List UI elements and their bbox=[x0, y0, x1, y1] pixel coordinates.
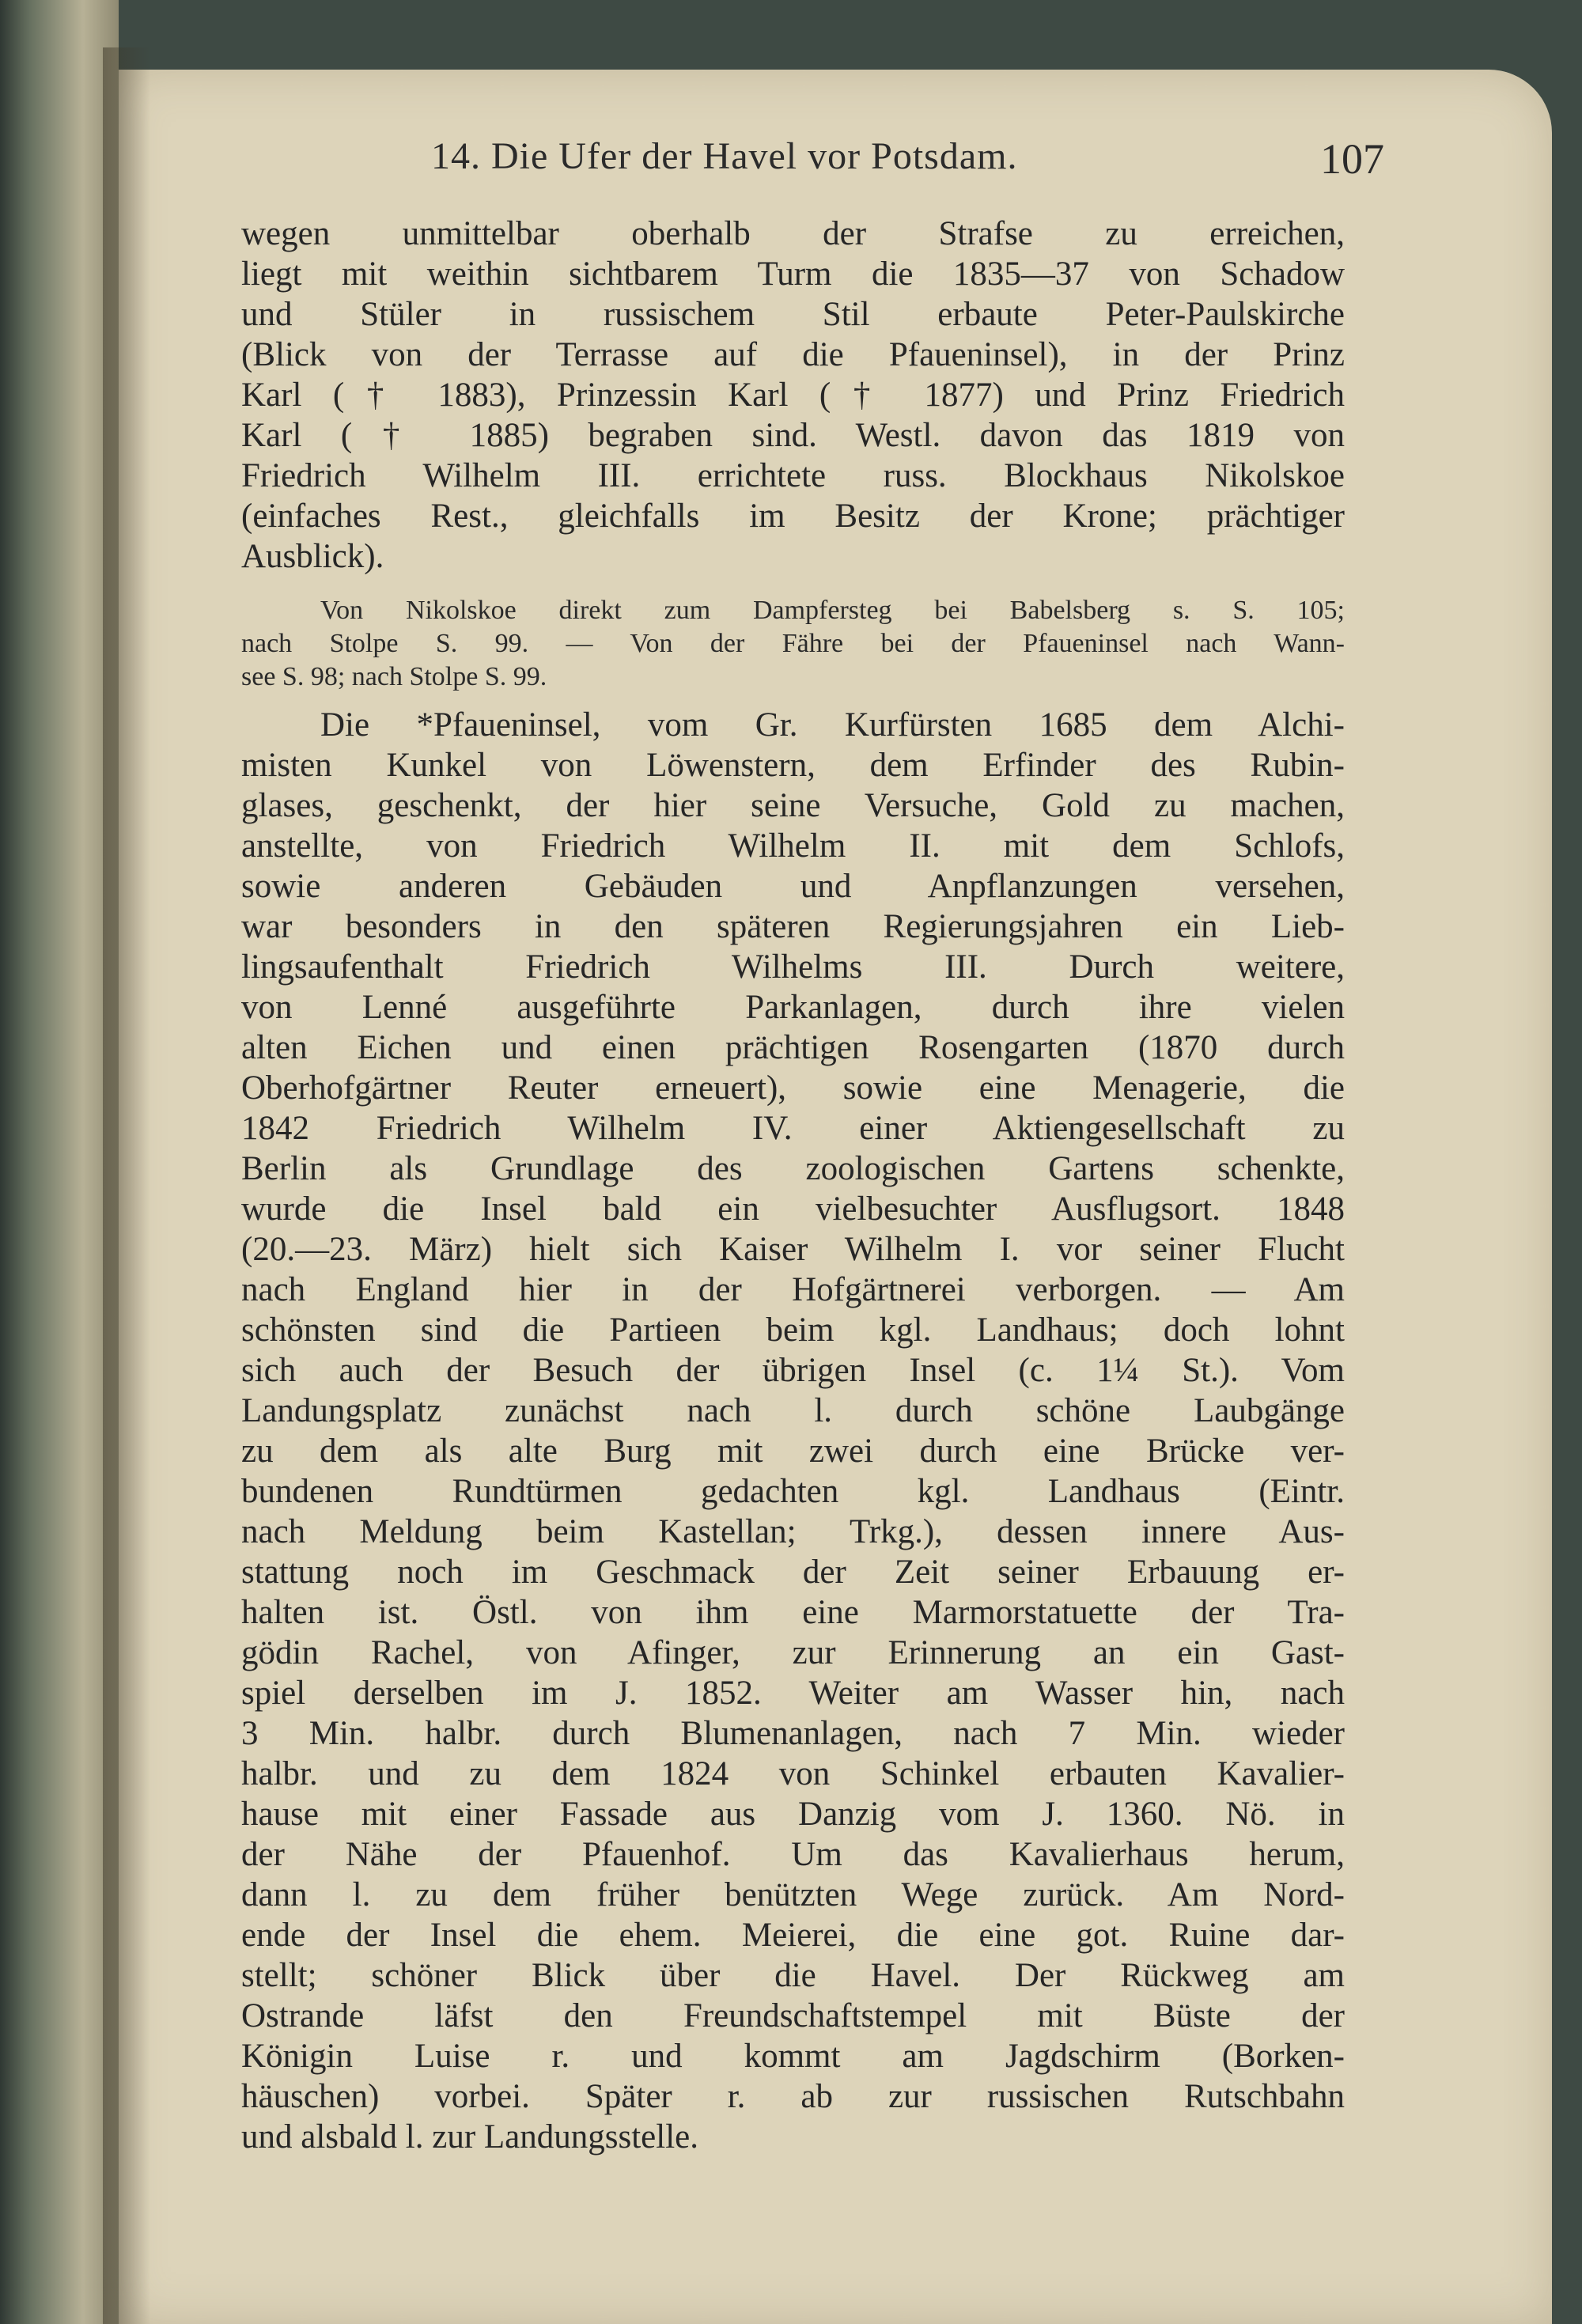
text-line: Die *Pfaueninsel, vom Gr. Kurfürsten 1685 dem Alchi- bbox=[320, 706, 1345, 744]
travel-note bbox=[241, 594, 1345, 694]
text-line: 1842 Friedrich Wilhelm IV. einer Aktiengesellschaft zu bbox=[241, 1110, 1345, 1147]
text-line: nach England hier in der Hofgärtnerei verborgen. — Am bbox=[241, 1271, 1345, 1308]
text-line: nach Meldung beim Kastellan; Trkg.), dessen innere Aus- bbox=[241, 1513, 1345, 1550]
text-line: Friedrich Wilhelm III. errichtete russ. Blockhaus Nikolskoe bbox=[241, 457, 1345, 494]
text-line: sich auch der Besuch der übrigen Insel (c. 1¼ St.). Vom bbox=[241, 1352, 1345, 1389]
text-line: (Blick von der Terrasse auf die Pfaueninsel), in der Prinz bbox=[241, 336, 1345, 373]
text-line: dann l. zu dem früher benützten Wege zurück. Am Nord- bbox=[241, 1876, 1345, 1913]
paragraph-nikolskoe bbox=[241, 214, 1345, 577]
text-line: häuschen) vorbei. Später r. ab zur russischen Rutschbahn bbox=[241, 2078, 1345, 2115]
text-line: Karl († 1885) begraben sind. Westl. davon das 1819 von bbox=[241, 417, 1345, 454]
text-line: bundenen Rundtürmen gedachten kgl. Landhaus (Eintr. bbox=[241, 1473, 1345, 1510]
text-line: Landungsplatz zunächst nach l. durch schöne Laubgänge bbox=[241, 1392, 1345, 1429]
text-line: Ausblick). bbox=[241, 538, 384, 575]
text-line: gödin Rachel, von Afinger, zur Erinnerung an ein Gast- bbox=[241, 1634, 1345, 1671]
text-line: nach Stolpe S. 99. — Von der Fähre bei der Pfaueninsel nach Wann- bbox=[241, 629, 1345, 658]
text-line: (einfaches Rest., gleichfalls im Besitz der Krone; prächtiger bbox=[241, 498, 1345, 535]
text-line: zu dem als alte Burg mit zwei durch eine Brücke ver- bbox=[241, 1433, 1345, 1470]
text-line: sowie anderen Gebäuden und Anpflanzungen versehen, bbox=[241, 868, 1345, 905]
text-line: Karl († 1883), Prinzessin Karl († 1877) und Prinz Friedrich bbox=[241, 377, 1345, 414]
text-line: lingsaufenthalt Friedrich Wilhelms III. Durch weitere, bbox=[241, 948, 1345, 986]
text-line: Berlin als Grundlage des zoologischen Gartens schenkte, bbox=[241, 1150, 1345, 1187]
text-line: der Nähe der Pfauenhof. Um das Kavalierhaus herum, bbox=[241, 1836, 1345, 1873]
text-line: liegt mit weithin sichtbarem Turm die 1835—37 von Schadow bbox=[241, 255, 1345, 293]
text-line: Ostrande läfst den Freundschaftstempel mit Büste der bbox=[241, 1997, 1345, 2034]
running-title: 14. Die Ufer der Havel vor Potsdam. bbox=[431, 135, 1018, 177]
page-number: 107 bbox=[1320, 135, 1384, 183]
text-line: anstellte, von Friedrich Wilhelm II. mit dem Schlofs, bbox=[241, 827, 1345, 865]
text-line: wegen unmittelbar oberhalb der Strafse zu erreichen, bbox=[241, 215, 1345, 252]
text-line: wurde die Insel bald ein vielbesuchter Ausflugsort. 1848 bbox=[241, 1190, 1345, 1228]
text-line: halten ist. Östl. von ihm eine Marmorstatuette der Tra- bbox=[241, 1594, 1345, 1631]
text-line: und Stüler in russischem Stil erbaute Peter-Paulskirche bbox=[241, 296, 1345, 333]
text-line: alten Eichen und einen prächtigen Rosengarten (1870 durch bbox=[241, 1029, 1345, 1066]
text-line: stellt; schöner Blick über die Havel. Der Rückweg am bbox=[241, 1957, 1345, 1994]
text-line: (20.—23. März) hielt sich Kaiser Wilhelm I. vor seiner Flucht bbox=[241, 1231, 1345, 1268]
text-line: spiel derselben im J. 1852. Weiter am Wasser hin, nach bbox=[241, 1675, 1345, 1712]
text-line: Oberhofgärtner Reuter erneuert), sowie eine Menagerie, die bbox=[241, 1069, 1345, 1107]
text-line: war besonders in den späteren Regierungsjahren ein Lieb- bbox=[241, 908, 1345, 945]
text-line: hause mit einer Fassade aus Danzig vom J. 1360. Nö. in bbox=[241, 1796, 1345, 1833]
page-body bbox=[241, 214, 1345, 2157]
left-page-edge bbox=[0, 0, 119, 2324]
text-line: 3 Min. halbr. durch Blumenanlagen, nach 7 Min. wieder bbox=[241, 1715, 1345, 1752]
page-header bbox=[431, 134, 1384, 190]
text-line: schönsten sind die Partieen beim kgl. Landhaus; doch lohnt bbox=[241, 1312, 1345, 1349]
text-line: halbr. und zu dem 1824 von Schinkel erbauten Kavalier- bbox=[241, 1755, 1345, 1792]
text-line: und alsbald l. zur Landungsstelle. bbox=[241, 2118, 698, 2156]
text-line: Von Nikolskoe direkt zum Dampfersteg bei Babelsberg s. S. 105; bbox=[320, 596, 1345, 625]
text-line: see S. 98; nach Stolpe S. 99. bbox=[241, 662, 547, 691]
text-line: Königin Luise r. und kommt am Jagdschirm (Borken- bbox=[241, 2038, 1345, 2075]
spine-shadow bbox=[103, 47, 150, 2324]
paragraph-pfaueninsel bbox=[241, 705, 1345, 2157]
text-line: glases, geschenkt, der hier seine Versuche, Gold zu machen, bbox=[241, 787, 1345, 824]
text-line: stattung noch im Geschmack der Zeit seiner Erbauung er- bbox=[241, 1554, 1345, 1591]
text-line: ende der Insel die ehem. Meierei, die eine got. Ruine dar- bbox=[241, 1917, 1345, 1954]
text-line: von Lenné ausgeführte Parkanlagen, durch ihre vielen bbox=[241, 989, 1345, 1026]
text-line: misten Kunkel von Löwenstern, dem Erfinder des Rubin- bbox=[241, 747, 1345, 784]
